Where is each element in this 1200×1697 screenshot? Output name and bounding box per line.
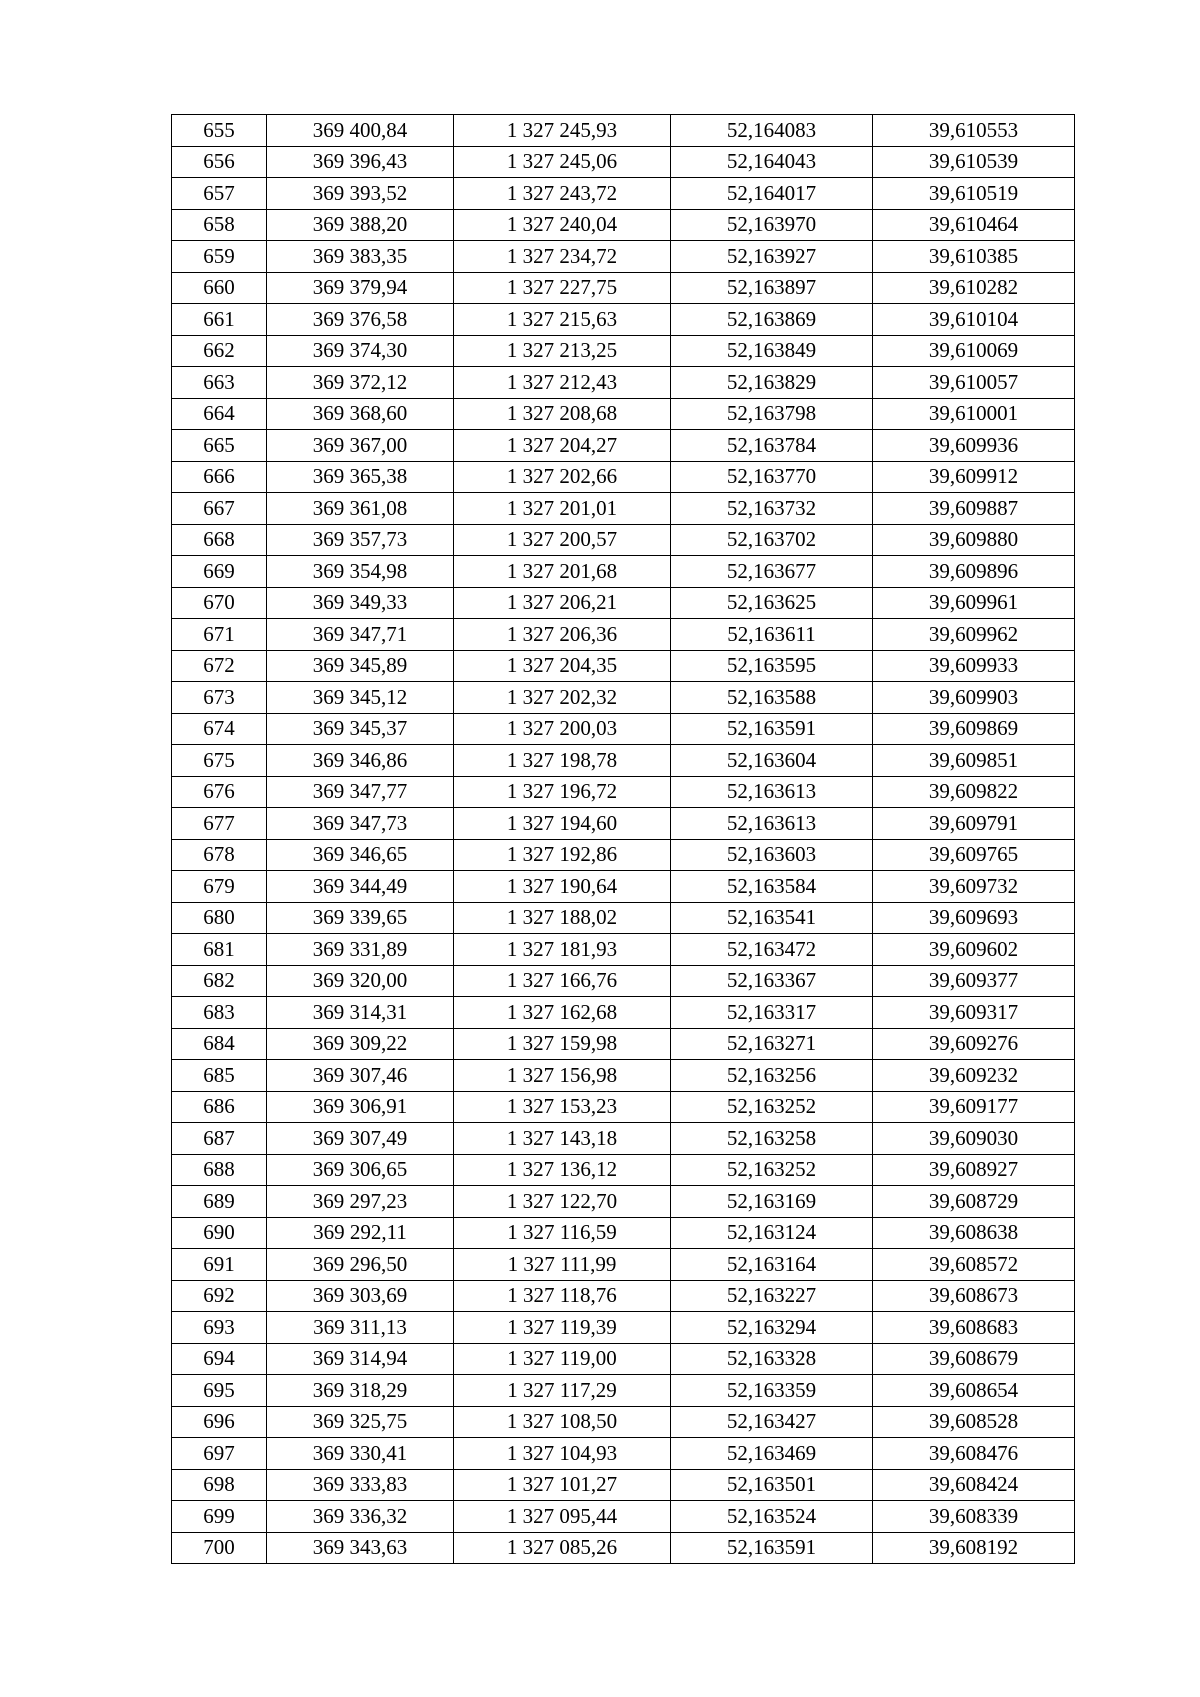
latitude-cell: 52,164017 bbox=[671, 178, 873, 210]
point-number-cell: 676 bbox=[172, 776, 267, 808]
latitude-cell: 52,163271 bbox=[671, 1028, 873, 1060]
table-row bbox=[172, 272, 1075, 304]
point-number-cell: 684 bbox=[172, 1028, 267, 1060]
point-number-cell: 674 bbox=[172, 713, 267, 745]
table-row bbox=[172, 934, 1075, 966]
point-number-cell: 667 bbox=[172, 493, 267, 525]
y-coordinate-cell: 1 327 243,72 bbox=[454, 178, 671, 210]
x-coordinate-cell: 369 372,12 bbox=[267, 367, 454, 399]
y-coordinate-cell: 1 327 201,68 bbox=[454, 556, 671, 588]
point-number-cell: 655 bbox=[172, 115, 267, 147]
table-row bbox=[172, 997, 1075, 1029]
x-coordinate-cell: 369 388,20 bbox=[267, 209, 454, 241]
point-number-cell: 678 bbox=[172, 839, 267, 871]
x-coordinate-cell: 369 318,29 bbox=[267, 1375, 454, 1407]
longitude-cell: 39,610519 bbox=[873, 178, 1075, 210]
table-row bbox=[172, 1312, 1075, 1344]
latitude-cell: 52,164043 bbox=[671, 146, 873, 178]
table-row bbox=[172, 619, 1075, 651]
table-row bbox=[172, 556, 1075, 588]
table-row bbox=[172, 241, 1075, 273]
y-coordinate-cell: 1 327 234,72 bbox=[454, 241, 671, 273]
point-number-cell: 680 bbox=[172, 902, 267, 934]
point-number-cell: 682 bbox=[172, 965, 267, 997]
point-number-cell: 696 bbox=[172, 1406, 267, 1438]
latitude-cell: 52,163164 bbox=[671, 1249, 873, 1281]
table-row bbox=[172, 1532, 1075, 1564]
longitude-cell: 39,608424 bbox=[873, 1469, 1075, 1501]
latitude-cell: 52,163367 bbox=[671, 965, 873, 997]
longitude-cell: 39,609962 bbox=[873, 619, 1075, 651]
latitude-cell: 52,163584 bbox=[671, 871, 873, 903]
table-row bbox=[172, 1501, 1075, 1533]
point-number-cell: 672 bbox=[172, 650, 267, 682]
latitude-cell: 52,163613 bbox=[671, 808, 873, 840]
point-number-cell: 677 bbox=[172, 808, 267, 840]
table-row bbox=[172, 209, 1075, 241]
table-row bbox=[172, 1154, 1075, 1186]
x-coordinate-cell: 369 330,41 bbox=[267, 1438, 454, 1470]
table-row bbox=[172, 367, 1075, 399]
longitude-cell: 39,608339 bbox=[873, 1501, 1075, 1533]
latitude-cell: 52,163970 bbox=[671, 209, 873, 241]
x-coordinate-cell: 369 333,83 bbox=[267, 1469, 454, 1501]
point-number-cell: 691 bbox=[172, 1249, 267, 1281]
y-coordinate-cell: 1 327 119,00 bbox=[454, 1343, 671, 1375]
x-coordinate-cell: 369 307,46 bbox=[267, 1060, 454, 1092]
table-row bbox=[172, 1249, 1075, 1281]
longitude-cell: 39,609887 bbox=[873, 493, 1075, 525]
latitude-cell: 52,163359 bbox=[671, 1375, 873, 1407]
y-coordinate-cell: 1 327 202,32 bbox=[454, 682, 671, 714]
x-coordinate-cell: 369 365,38 bbox=[267, 461, 454, 493]
longitude-cell: 39,608729 bbox=[873, 1186, 1075, 1218]
longitude-cell: 39,610553 bbox=[873, 115, 1075, 147]
x-coordinate-cell: 369 343,63 bbox=[267, 1532, 454, 1564]
table-row bbox=[172, 1406, 1075, 1438]
y-coordinate-cell: 1 327 181,93 bbox=[454, 934, 671, 966]
latitude-cell: 52,163784 bbox=[671, 430, 873, 462]
y-coordinate-cell: 1 327 200,03 bbox=[454, 713, 671, 745]
point-number-cell: 675 bbox=[172, 745, 267, 777]
latitude-cell: 52,163702 bbox=[671, 524, 873, 556]
x-coordinate-cell: 369 325,75 bbox=[267, 1406, 454, 1438]
point-number-cell: 679 bbox=[172, 871, 267, 903]
longitude-cell: 39,610282 bbox=[873, 272, 1075, 304]
table-row bbox=[172, 902, 1075, 934]
longitude-cell: 39,609936 bbox=[873, 430, 1075, 462]
longitude-cell: 39,609030 bbox=[873, 1123, 1075, 1155]
x-coordinate-cell: 369 393,52 bbox=[267, 178, 454, 210]
longitude-cell: 39,608192 bbox=[873, 1532, 1075, 1564]
x-coordinate-cell: 369 361,08 bbox=[267, 493, 454, 525]
coordinates-table-body bbox=[172, 115, 1075, 1564]
x-coordinate-cell: 369 368,60 bbox=[267, 398, 454, 430]
latitude-cell: 52,164083 bbox=[671, 115, 873, 147]
x-coordinate-cell: 369 347,71 bbox=[267, 619, 454, 651]
point-number-cell: 698 bbox=[172, 1469, 267, 1501]
x-coordinate-cell: 369 376,58 bbox=[267, 304, 454, 336]
point-number-cell: 664 bbox=[172, 398, 267, 430]
latitude-cell: 52,163328 bbox=[671, 1343, 873, 1375]
x-coordinate-cell: 369 314,94 bbox=[267, 1343, 454, 1375]
longitude-cell: 39,609377 bbox=[873, 965, 1075, 997]
x-coordinate-cell: 369 303,69 bbox=[267, 1280, 454, 1312]
table-row bbox=[172, 1438, 1075, 1470]
x-coordinate-cell: 369 400,84 bbox=[267, 115, 454, 147]
x-coordinate-cell: 369 349,33 bbox=[267, 587, 454, 619]
x-coordinate-cell: 369 354,98 bbox=[267, 556, 454, 588]
point-number-cell: 687 bbox=[172, 1123, 267, 1155]
longitude-cell: 39,610539 bbox=[873, 146, 1075, 178]
table-row bbox=[172, 398, 1075, 430]
x-coordinate-cell: 369 314,31 bbox=[267, 997, 454, 1029]
y-coordinate-cell: 1 327 162,68 bbox=[454, 997, 671, 1029]
x-coordinate-cell: 369 336,32 bbox=[267, 1501, 454, 1533]
y-coordinate-cell: 1 327 085,26 bbox=[454, 1532, 671, 1564]
point-number-cell: 663 bbox=[172, 367, 267, 399]
latitude-cell: 52,163252 bbox=[671, 1154, 873, 1186]
y-coordinate-cell: 1 327 136,12 bbox=[454, 1154, 671, 1186]
x-coordinate-cell: 369 309,22 bbox=[267, 1028, 454, 1060]
longitude-cell: 39,608673 bbox=[873, 1280, 1075, 1312]
x-coordinate-cell: 369 379,94 bbox=[267, 272, 454, 304]
x-coordinate-cell: 369 357,73 bbox=[267, 524, 454, 556]
longitude-cell: 39,610069 bbox=[873, 335, 1075, 367]
x-coordinate-cell: 369 346,65 bbox=[267, 839, 454, 871]
table-row bbox=[172, 776, 1075, 808]
y-coordinate-cell: 1 327 206,36 bbox=[454, 619, 671, 651]
latitude-cell: 52,163603 bbox=[671, 839, 873, 871]
y-coordinate-cell: 1 327 153,23 bbox=[454, 1091, 671, 1123]
y-coordinate-cell: 1 327 117,29 bbox=[454, 1375, 671, 1407]
point-number-cell: 692 bbox=[172, 1280, 267, 1312]
y-coordinate-cell: 1 327 166,76 bbox=[454, 965, 671, 997]
latitude-cell: 52,163317 bbox=[671, 997, 873, 1029]
y-coordinate-cell: 1 327 095,44 bbox=[454, 1501, 671, 1533]
x-coordinate-cell: 369 307,49 bbox=[267, 1123, 454, 1155]
y-coordinate-cell: 1 327 104,93 bbox=[454, 1438, 671, 1470]
point-number-cell: 665 bbox=[172, 430, 267, 462]
latitude-cell: 52,163613 bbox=[671, 776, 873, 808]
point-number-cell: 669 bbox=[172, 556, 267, 588]
latitude-cell: 52,163252 bbox=[671, 1091, 873, 1123]
table-row bbox=[172, 461, 1075, 493]
table-row bbox=[172, 335, 1075, 367]
x-coordinate-cell: 369 345,37 bbox=[267, 713, 454, 745]
x-coordinate-cell: 369 306,65 bbox=[267, 1154, 454, 1186]
longitude-cell: 39,609869 bbox=[873, 713, 1075, 745]
point-number-cell: 694 bbox=[172, 1343, 267, 1375]
point-number-cell: 668 bbox=[172, 524, 267, 556]
latitude-cell: 52,163227 bbox=[671, 1280, 873, 1312]
longitude-cell: 39,609933 bbox=[873, 650, 1075, 682]
point-number-cell: 681 bbox=[172, 934, 267, 966]
x-coordinate-cell: 369 320,00 bbox=[267, 965, 454, 997]
table-row bbox=[172, 1343, 1075, 1375]
point-number-cell: 695 bbox=[172, 1375, 267, 1407]
y-coordinate-cell: 1 327 212,43 bbox=[454, 367, 671, 399]
x-coordinate-cell: 369 311,13 bbox=[267, 1312, 454, 1344]
point-number-cell: 661 bbox=[172, 304, 267, 336]
longitude-cell: 39,608476 bbox=[873, 1438, 1075, 1470]
y-coordinate-cell: 1 327 156,98 bbox=[454, 1060, 671, 1092]
longitude-cell: 39,609912 bbox=[873, 461, 1075, 493]
table-row bbox=[172, 430, 1075, 462]
latitude-cell: 52,163849 bbox=[671, 335, 873, 367]
longitude-cell: 39,610385 bbox=[873, 241, 1075, 273]
y-coordinate-cell: 1 327 192,86 bbox=[454, 839, 671, 871]
longitude-cell: 39,608528 bbox=[873, 1406, 1075, 1438]
y-coordinate-cell: 1 327 204,35 bbox=[454, 650, 671, 682]
longitude-cell: 39,609177 bbox=[873, 1091, 1075, 1123]
x-coordinate-cell: 369 292,11 bbox=[267, 1217, 454, 1249]
longitude-cell: 39,609903 bbox=[873, 682, 1075, 714]
longitude-cell: 39,610104 bbox=[873, 304, 1075, 336]
y-coordinate-cell: 1 327 245,93 bbox=[454, 115, 671, 147]
y-coordinate-cell: 1 327 213,25 bbox=[454, 335, 671, 367]
longitude-cell: 39,608679 bbox=[873, 1343, 1075, 1375]
latitude-cell: 52,163829 bbox=[671, 367, 873, 399]
x-coordinate-cell: 369 347,73 bbox=[267, 808, 454, 840]
x-coordinate-cell: 369 346,86 bbox=[267, 745, 454, 777]
point-number-cell: 662 bbox=[172, 335, 267, 367]
longitude-cell: 39,609961 bbox=[873, 587, 1075, 619]
y-coordinate-cell: 1 327 240,04 bbox=[454, 209, 671, 241]
y-coordinate-cell: 1 327 215,63 bbox=[454, 304, 671, 336]
longitude-cell: 39,608927 bbox=[873, 1154, 1075, 1186]
table-row bbox=[172, 1375, 1075, 1407]
latitude-cell: 52,163294 bbox=[671, 1312, 873, 1344]
longitude-cell: 39,609765 bbox=[873, 839, 1075, 871]
x-coordinate-cell: 369 344,49 bbox=[267, 871, 454, 903]
table-row bbox=[172, 587, 1075, 619]
y-coordinate-cell: 1 327 194,60 bbox=[454, 808, 671, 840]
y-coordinate-cell: 1 327 227,75 bbox=[454, 272, 671, 304]
latitude-cell: 52,163169 bbox=[671, 1186, 873, 1218]
x-coordinate-cell: 369 347,77 bbox=[267, 776, 454, 808]
longitude-cell: 39,609317 bbox=[873, 997, 1075, 1029]
point-number-cell: 689 bbox=[172, 1186, 267, 1218]
y-coordinate-cell: 1 327 202,66 bbox=[454, 461, 671, 493]
point-number-cell: 670 bbox=[172, 587, 267, 619]
table-row bbox=[172, 178, 1075, 210]
latitude-cell: 52,163770 bbox=[671, 461, 873, 493]
x-coordinate-cell: 369 345,12 bbox=[267, 682, 454, 714]
y-coordinate-cell: 1 327 111,99 bbox=[454, 1249, 671, 1281]
point-number-cell: 658 bbox=[172, 209, 267, 241]
table-row bbox=[172, 493, 1075, 525]
x-coordinate-cell: 369 374,30 bbox=[267, 335, 454, 367]
table-row bbox=[172, 808, 1075, 840]
y-coordinate-cell: 1 327 245,06 bbox=[454, 146, 671, 178]
table-row bbox=[172, 871, 1075, 903]
point-number-cell: 656 bbox=[172, 146, 267, 178]
longitude-cell: 39,610057 bbox=[873, 367, 1075, 399]
longitude-cell: 39,609232 bbox=[873, 1060, 1075, 1092]
latitude-cell: 52,163427 bbox=[671, 1406, 873, 1438]
table-row bbox=[172, 682, 1075, 714]
latitude-cell: 52,163469 bbox=[671, 1438, 873, 1470]
point-number-cell: 685 bbox=[172, 1060, 267, 1092]
longitude-cell: 39,609822 bbox=[873, 776, 1075, 808]
latitude-cell: 52,163732 bbox=[671, 493, 873, 525]
longitude-cell: 39,608683 bbox=[873, 1312, 1075, 1344]
y-coordinate-cell: 1 327 201,01 bbox=[454, 493, 671, 525]
y-coordinate-cell: 1 327 190,64 bbox=[454, 871, 671, 903]
longitude-cell: 39,608654 bbox=[873, 1375, 1075, 1407]
longitude-cell: 39,609896 bbox=[873, 556, 1075, 588]
x-coordinate-cell: 369 339,65 bbox=[267, 902, 454, 934]
latitude-cell: 52,163588 bbox=[671, 682, 873, 714]
y-coordinate-cell: 1 327 101,27 bbox=[454, 1469, 671, 1501]
y-coordinate-cell: 1 327 118,76 bbox=[454, 1280, 671, 1312]
latitude-cell: 52,163256 bbox=[671, 1060, 873, 1092]
point-number-cell: 690 bbox=[172, 1217, 267, 1249]
coordinates-table bbox=[171, 114, 1075, 1564]
latitude-cell: 52,163677 bbox=[671, 556, 873, 588]
latitude-cell: 52,163604 bbox=[671, 745, 873, 777]
y-coordinate-cell: 1 327 204,27 bbox=[454, 430, 671, 462]
latitude-cell: 52,163798 bbox=[671, 398, 873, 430]
longitude-cell: 39,608572 bbox=[873, 1249, 1075, 1281]
latitude-cell: 52,163124 bbox=[671, 1217, 873, 1249]
point-number-cell: 666 bbox=[172, 461, 267, 493]
point-number-cell: 688 bbox=[172, 1154, 267, 1186]
y-coordinate-cell: 1 327 200,57 bbox=[454, 524, 671, 556]
latitude-cell: 52,163501 bbox=[671, 1469, 873, 1501]
table-row bbox=[172, 115, 1075, 147]
latitude-cell: 52,163591 bbox=[671, 713, 873, 745]
table-row bbox=[172, 524, 1075, 556]
longitude-cell: 39,609602 bbox=[873, 934, 1075, 966]
x-coordinate-cell: 369 297,23 bbox=[267, 1186, 454, 1218]
y-coordinate-cell: 1 327 122,70 bbox=[454, 1186, 671, 1218]
point-number-cell: 660 bbox=[172, 272, 267, 304]
y-coordinate-cell: 1 327 198,78 bbox=[454, 745, 671, 777]
point-number-cell: 686 bbox=[172, 1091, 267, 1123]
y-coordinate-cell: 1 327 159,98 bbox=[454, 1028, 671, 1060]
latitude-cell: 52,163611 bbox=[671, 619, 873, 651]
longitude-cell: 39,609791 bbox=[873, 808, 1075, 840]
table-row bbox=[172, 1280, 1075, 1312]
latitude-cell: 52,163625 bbox=[671, 587, 873, 619]
table-row bbox=[172, 713, 1075, 745]
latitude-cell: 52,163472 bbox=[671, 934, 873, 966]
point-number-cell: 673 bbox=[172, 682, 267, 714]
longitude-cell: 39,609851 bbox=[873, 745, 1075, 777]
table-row bbox=[172, 745, 1075, 777]
latitude-cell: 52,163869 bbox=[671, 304, 873, 336]
x-coordinate-cell: 369 331,89 bbox=[267, 934, 454, 966]
point-number-cell: 700 bbox=[172, 1532, 267, 1564]
table-row bbox=[172, 839, 1075, 871]
table-row bbox=[172, 1186, 1075, 1218]
x-coordinate-cell: 369 345,89 bbox=[267, 650, 454, 682]
latitude-cell: 52,163591 bbox=[671, 1532, 873, 1564]
latitude-cell: 52,163897 bbox=[671, 272, 873, 304]
point-number-cell: 699 bbox=[172, 1501, 267, 1533]
table-row bbox=[172, 1060, 1075, 1092]
table-row bbox=[172, 304, 1075, 336]
y-coordinate-cell: 1 327 116,59 bbox=[454, 1217, 671, 1249]
point-number-cell: 697 bbox=[172, 1438, 267, 1470]
table-row bbox=[172, 1123, 1075, 1155]
longitude-cell: 39,609880 bbox=[873, 524, 1075, 556]
longitude-cell: 39,610001 bbox=[873, 398, 1075, 430]
latitude-cell: 52,163541 bbox=[671, 902, 873, 934]
x-coordinate-cell: 369 396,43 bbox=[267, 146, 454, 178]
x-coordinate-cell: 369 296,50 bbox=[267, 1249, 454, 1281]
table-row bbox=[172, 650, 1075, 682]
longitude-cell: 39,609732 bbox=[873, 871, 1075, 903]
y-coordinate-cell: 1 327 196,72 bbox=[454, 776, 671, 808]
y-coordinate-cell: 1 327 119,39 bbox=[454, 1312, 671, 1344]
y-coordinate-cell: 1 327 188,02 bbox=[454, 902, 671, 934]
latitude-cell: 52,163524 bbox=[671, 1501, 873, 1533]
point-number-cell: 659 bbox=[172, 241, 267, 273]
longitude-cell: 39,609693 bbox=[873, 902, 1075, 934]
latitude-cell: 52,163258 bbox=[671, 1123, 873, 1155]
table-row bbox=[172, 965, 1075, 997]
latitude-cell: 52,163595 bbox=[671, 650, 873, 682]
longitude-cell: 39,609276 bbox=[873, 1028, 1075, 1060]
table-row bbox=[172, 1028, 1075, 1060]
y-coordinate-cell: 1 327 143,18 bbox=[454, 1123, 671, 1155]
longitude-cell: 39,608638 bbox=[873, 1217, 1075, 1249]
longitude-cell: 39,610464 bbox=[873, 209, 1075, 241]
table-row bbox=[172, 1091, 1075, 1123]
table-row bbox=[172, 1217, 1075, 1249]
x-coordinate-cell: 369 306,91 bbox=[267, 1091, 454, 1123]
y-coordinate-cell: 1 327 208,68 bbox=[454, 398, 671, 430]
point-number-cell: 657 bbox=[172, 178, 267, 210]
x-coordinate-cell: 369 367,00 bbox=[267, 430, 454, 462]
point-number-cell: 671 bbox=[172, 619, 267, 651]
y-coordinate-cell: 1 327 206,21 bbox=[454, 587, 671, 619]
table-row bbox=[172, 1469, 1075, 1501]
y-coordinate-cell: 1 327 108,50 bbox=[454, 1406, 671, 1438]
table-row bbox=[172, 146, 1075, 178]
point-number-cell: 683 bbox=[172, 997, 267, 1029]
latitude-cell: 52,163927 bbox=[671, 241, 873, 273]
x-coordinate-cell: 369 383,35 bbox=[267, 241, 454, 273]
point-number-cell: 693 bbox=[172, 1312, 267, 1344]
